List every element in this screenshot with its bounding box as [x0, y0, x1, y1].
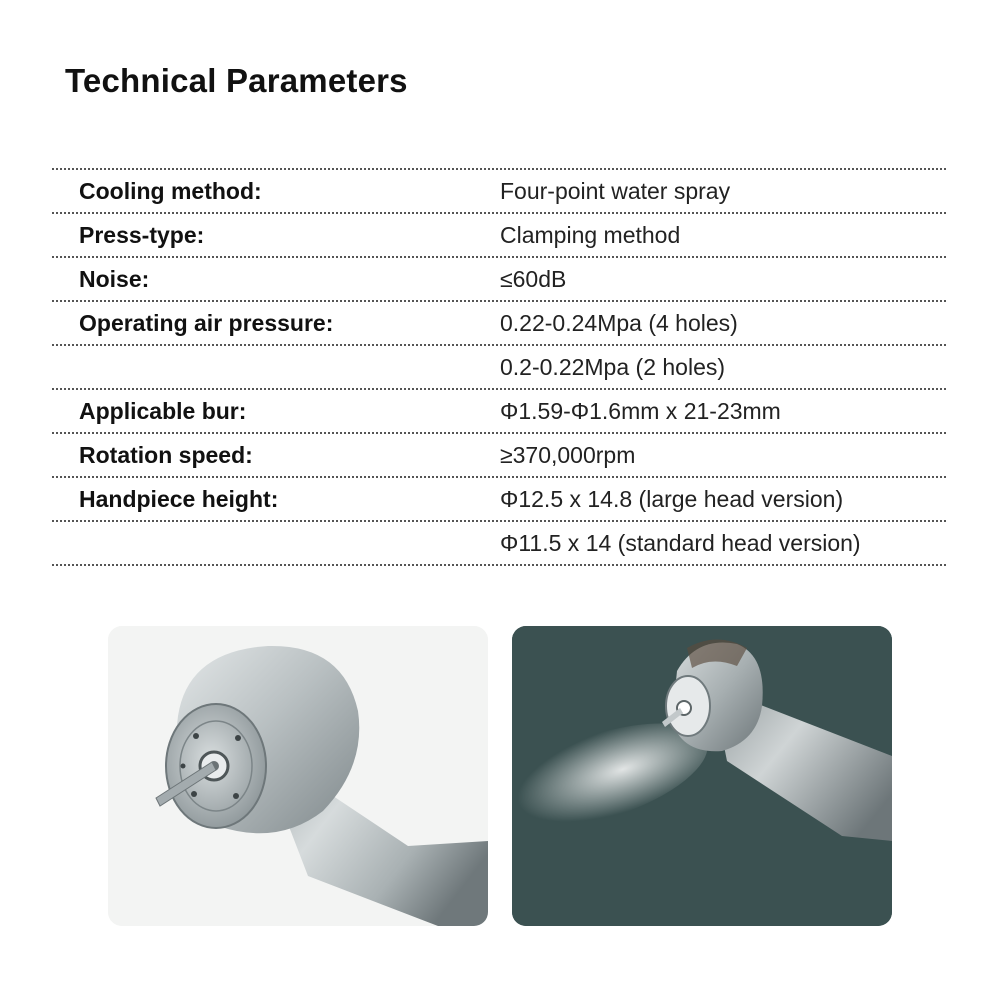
param-row-noise	[52, 258, 946, 302]
param-label: Operating air pressure:	[79, 310, 334, 336]
param-value: Φ11.5 x 14 (standard head version)	[500, 530, 861, 556]
param-label: Applicable bur:	[79, 398, 247, 424]
param-row-cooling-method	[52, 170, 946, 214]
param-row-handpiece-height-2	[52, 522, 946, 566]
param-label: Rotation speed:	[79, 442, 253, 468]
param-value: Clamping method	[500, 222, 681, 248]
param-value: 0.2-0.22Mpa (2 holes)	[500, 354, 726, 380]
param-value: ≤60dB	[500, 266, 567, 292]
water-spray-illustration	[512, 626, 892, 926]
param-row-press-type	[52, 214, 946, 258]
param-value: Φ1.59-Φ1.6mm x 21-23mm	[500, 398, 781, 424]
param-row-air-pressure	[52, 302, 946, 346]
handpiece-head-photo	[108, 626, 488, 926]
page-title: Technical Parameters	[65, 62, 408, 99]
param-row-applicable-bur	[52, 390, 946, 434]
param-value: Four-point water spray	[500, 178, 731, 204]
param-row-handpiece-height	[52, 478, 946, 522]
param-label: Press-type:	[79, 222, 205, 248]
param-value: ≥370,000rpm	[500, 442, 636, 468]
param-label: Handpiece height:	[79, 486, 279, 512]
param-value: 0.22-0.24Mpa (4 holes)	[500, 310, 738, 336]
param-label: Cooling method:	[79, 178, 262, 204]
param-value: Φ12.5 x 14.8 (large head version)	[500, 486, 844, 512]
parameters-table	[52, 168, 946, 566]
param-row-air-pressure-2	[52, 346, 946, 390]
param-label: Noise:	[79, 266, 150, 292]
handpiece-head-illustration	[108, 626, 488, 926]
water-spray-photo	[512, 626, 892, 926]
param-row-rotation-speed	[52, 434, 946, 478]
